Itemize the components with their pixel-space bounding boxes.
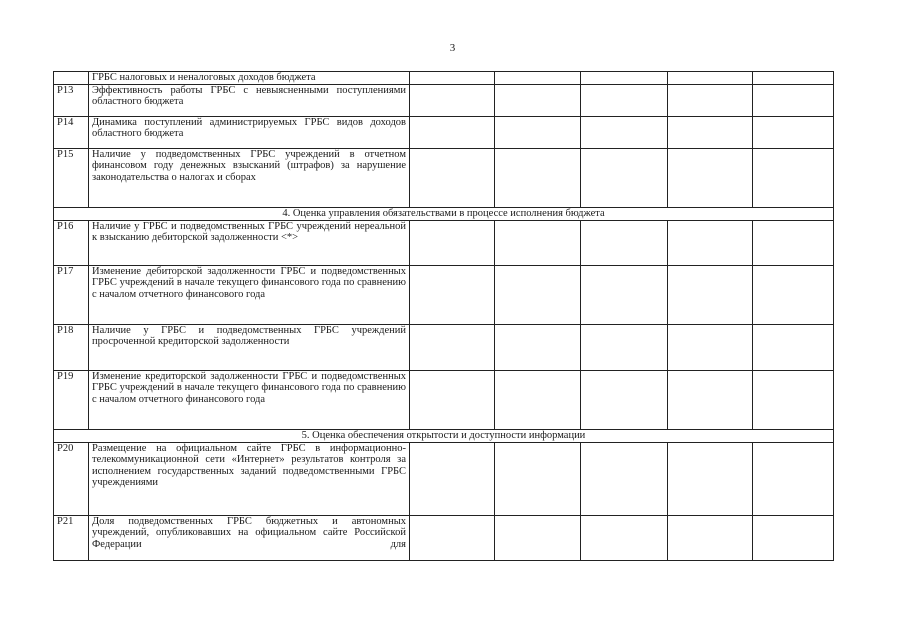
value-cell: [410, 149, 495, 208]
table-row: [54, 85, 834, 117]
value-cell: [410, 325, 495, 371]
table-row: [54, 325, 834, 371]
indicator-description: Изменение кредиторской задолженности ГРБС и подведомственных ГРБС учреждений в начале текущего финансового года по сравнению с началом отчетного финансового года: [89, 371, 410, 430]
value-cell: [581, 221, 668, 266]
value-cell: [495, 516, 581, 561]
value-cell: [581, 149, 668, 208]
value-cell: [410, 221, 495, 266]
indicator-description: Наличие у подведомственных ГРБС учреждений в отчетном финансовом году денежных взысканий (штрафов) за нарушение законодательства о налогах и сборах: [89, 149, 410, 208]
indicator-code: [54, 72, 89, 85]
value-cell: [753, 85, 834, 117]
indicator-code: P19: [54, 371, 89, 430]
value-cell: [581, 371, 668, 430]
value-cell: [581, 117, 668, 149]
value-cell: [410, 117, 495, 149]
value-cell: [410, 85, 495, 117]
value-cell: [410, 371, 495, 430]
value-cell: [668, 516, 753, 561]
value-cell: [410, 443, 495, 516]
section-row: [54, 208, 834, 221]
value-cell: [410, 516, 495, 561]
value-cell: [753, 221, 834, 266]
value-cell: [753, 266, 834, 325]
table-row: [54, 266, 834, 325]
value-cell: [668, 117, 753, 149]
value-cell: [581, 85, 668, 117]
indicator-description: Изменение дебиторской задолженности ГРБС и подведомственных ГРБС учреждений в начале текущего финансового года по сравнению с началом отчетного финансового года: [89, 266, 410, 325]
value-cell: [668, 72, 753, 85]
indicators-table: [53, 71, 834, 561]
value-cell: [495, 117, 581, 149]
indicator-description: Наличие у ГРБС и подведомственных ГРБС учреждений нереальной к взысканию дебиторской задолженности <*>: [89, 221, 410, 266]
value-cell: [753, 516, 834, 561]
value-cell: [410, 72, 495, 85]
value-cell: [753, 149, 834, 208]
value-cell: [668, 85, 753, 117]
value-cell: [495, 72, 581, 85]
table-row: [54, 371, 834, 430]
value-cell: [495, 443, 581, 516]
section-title: 4. Оценка управления обязательствами в процессе исполнения бюджета: [54, 208, 834, 221]
table-row: [54, 149, 834, 208]
table-body: [54, 72, 834, 561]
indicator-code: P18: [54, 325, 89, 371]
table-row: [54, 117, 834, 149]
value-cell: [668, 371, 753, 430]
table-row: [54, 516, 834, 561]
indicator-description: Размещение на официальном сайте ГРБС в информационно-телекоммуникационной сети «Интернет» результатов контроля за исполнением государственных заданий подведомственными ГРБС учреждениями: [89, 443, 410, 516]
indicator-code: P14: [54, 117, 89, 149]
value-cell: [581, 325, 668, 371]
indicator-description: Динамика поступлений администрируемых ГРБС видов доходов областного бюджета: [89, 117, 410, 149]
indicator-description: Наличие у ГРБС и подведомственных ГРБС учреждений просроченной кредиторской задолженности: [89, 325, 410, 371]
value-cell: [668, 325, 753, 371]
value-cell: [581, 72, 668, 85]
value-cell: [495, 371, 581, 430]
indicator-description: Доля подведомственных ГРБС бюджетных и автономных учреждений, опубликовавших на официальном сайте Российской Федерации для: [89, 516, 410, 561]
value-cell: [753, 325, 834, 371]
indicator-description: Эффективность работы ГРБС с невыясненными поступлениями областного бюджета: [89, 85, 410, 117]
indicator-description: ГРБС налоговых и неналоговых доходов бюджета: [89, 72, 410, 85]
indicator-code: P13: [54, 85, 89, 117]
value-cell: [495, 149, 581, 208]
indicator-code: P20: [54, 443, 89, 516]
value-cell: [668, 443, 753, 516]
table-row: [54, 443, 834, 516]
indicator-code: P17: [54, 266, 89, 325]
value-cell: [753, 117, 834, 149]
value-cell: [753, 72, 834, 85]
value-cell: [495, 85, 581, 117]
value-cell: [581, 266, 668, 325]
indicator-code: P21: [54, 516, 89, 561]
value-cell: [495, 325, 581, 371]
value-cell: [753, 371, 834, 430]
value-cell: [668, 266, 753, 325]
table-row: [54, 221, 834, 266]
value-cell: [495, 221, 581, 266]
value-cell: [668, 149, 753, 208]
value-cell: [495, 266, 581, 325]
indicator-code: P15: [54, 149, 89, 208]
indicator-code: P16: [54, 221, 89, 266]
section-title: 5. Оценка обеспечения открытости и доступности информации: [54, 430, 834, 443]
value-cell: [581, 516, 668, 561]
page-number: 3: [449, 42, 456, 54]
table-row: [54, 72, 834, 85]
value-cell: [410, 266, 495, 325]
value-cell: [668, 221, 753, 266]
value-cell: [581, 443, 668, 516]
section-row: [54, 430, 834, 443]
value-cell: [753, 443, 834, 516]
